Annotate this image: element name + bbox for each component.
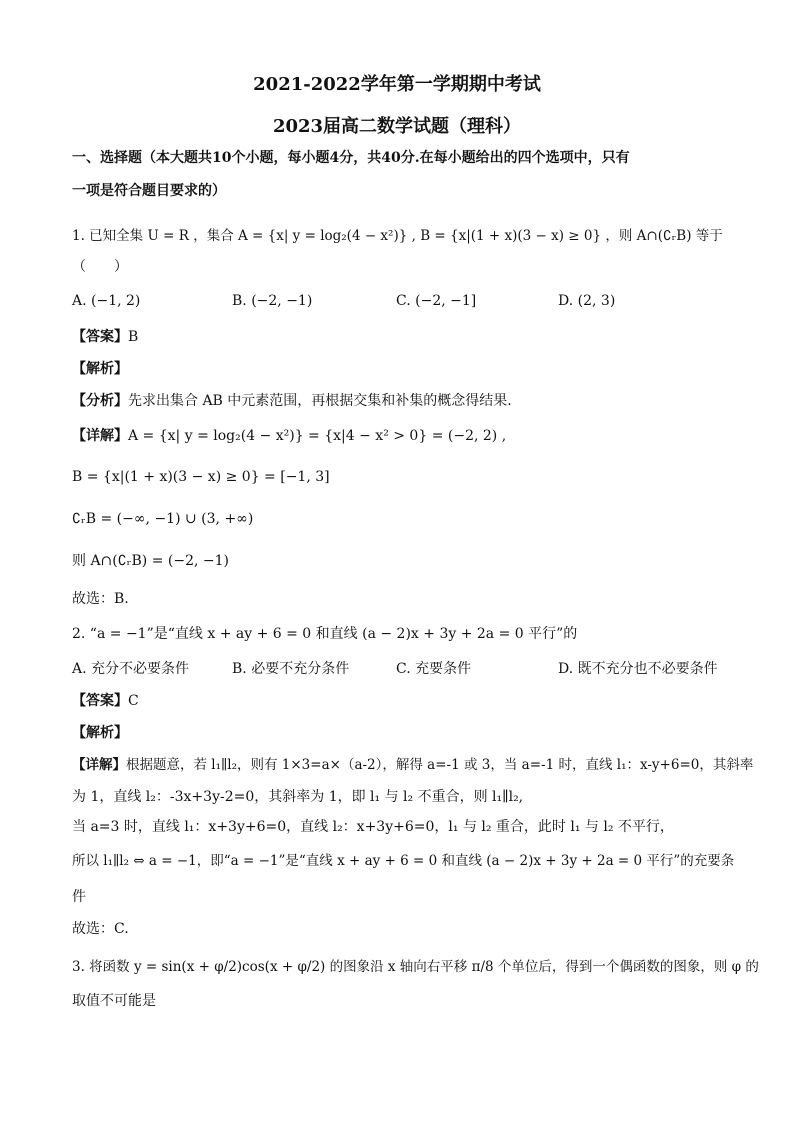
- exam-subtitle: 2023届高二数学试题（理科）: [272, 116, 522, 137]
- q2-option-b: B. 必要不充分条件: [232, 661, 350, 677]
- section-heading-line2: 一项是符合题目要求的）: [72, 183, 226, 199]
- q1-analysis-label: 【解析】: [72, 361, 128, 377]
- q2-detail-1: 【详解】根据题意，若 l₁∥l₂，则有 1×3=a×（a-2），解得 a=-1 或 3，当 a=-1 时，直线 l₁：x-y+6=0，其斜率: [72, 757, 754, 773]
- q2-option-c: C. 充要条件: [396, 661, 472, 677]
- q2-answer: 【答案】C: [72, 693, 139, 709]
- q1-stem: 1. 已知全集 U = R ，集合 A = {x| y = log₂(4 − x²)} , B = {x|(1 + x)(3 − x) ≥ 0} ，则 A∩(∁ᵣB) 等于: [72, 228, 723, 244]
- q2-option-a: A. 充分不必要条件: [72, 661, 190, 677]
- q1-option-d: D. (2, 3): [558, 293, 616, 309]
- q2-choose: 故选：C.: [72, 921, 129, 937]
- q3-stem-1: 3. 将函数 y = sin(x + φ/2)cos(x + φ/2) 的图象沿 x 轴向右平移 π/8 个单位后，得到一个偶函数的图象，则 φ 的: [72, 959, 759, 975]
- q1-detail-3: ∁ᵣB = (−∞, −1) ∪ (3, +∞): [72, 511, 254, 527]
- q2-detail-2: 为 1，直线 l₂：-3x+3y-2=0，其斜率为 1，即 l₁ 与 l₂ 不重合，则 l₁∥l₂,: [72, 789, 524, 805]
- q1-fenxi: 【分析】先求出集合 AB 中元素范围，再根据交集和补集的概念得结果.: [72, 393, 512, 409]
- q1-option-a: A. (−1, 2): [72, 293, 141, 309]
- q2-detail-3: 当 a=3 时，直线 l₁：x+3y+6=0，直线 l₂：x+3y+6=0，l₁ 与 l₂ 重合，此时 l₁ 与 l₂ 不平行，: [72, 819, 674, 835]
- q1-option-c: C. (−2, −1]: [396, 293, 477, 309]
- q1-paren: （ ）: [72, 259, 128, 275]
- q2-stem: 2. “a = −1”是“直线 x + ay + 6 = 0 和直线 (a − 2)x + 3y + 2a = 0 平行”的: [72, 626, 578, 642]
- q2-detail-5: 件: [72, 889, 86, 905]
- q2-detail-4: 所以 l₁∥l₂ ⇔ a = −1，即“a = −1”是“直线 x + ay + 6 = 0 和直线 (a − 2)x + 3y + 2a = 0 平行”的充要条: [72, 853, 735, 869]
- q2-analysis-label: 【解析】: [72, 725, 128, 741]
- q1-detail-4: 则 A∩(∁ᵣB) = (−2, −1): [72, 553, 230, 569]
- q1-detail-2: B = {x|(1 + x)(3 − x) ≥ 0} = [−1, 3]: [72, 469, 330, 485]
- section-heading-line1: 一、选择题（本大题共10个小题，每小题4分，共40分.在每小题给出的四个选项中，只有: [72, 150, 630, 166]
- q1-choose: 故选：B.: [72, 591, 129, 607]
- q2-option-d: D. 既不充分也不必要条件: [558, 661, 718, 677]
- q3-stem-2: 取值不可能是: [72, 993, 156, 1009]
- exam-title: 2021-2022学年第一学期期中考试: [253, 74, 541, 95]
- q1-detail-1: 【详解】A = {x| y = log₂(4 − x²)} = {x|4 − x² > 0} = (−2, 2) ,: [72, 428, 507, 444]
- q1-option-b: B. (−2, −1): [232, 293, 313, 309]
- q1-answer: 【答案】B: [72, 329, 139, 345]
